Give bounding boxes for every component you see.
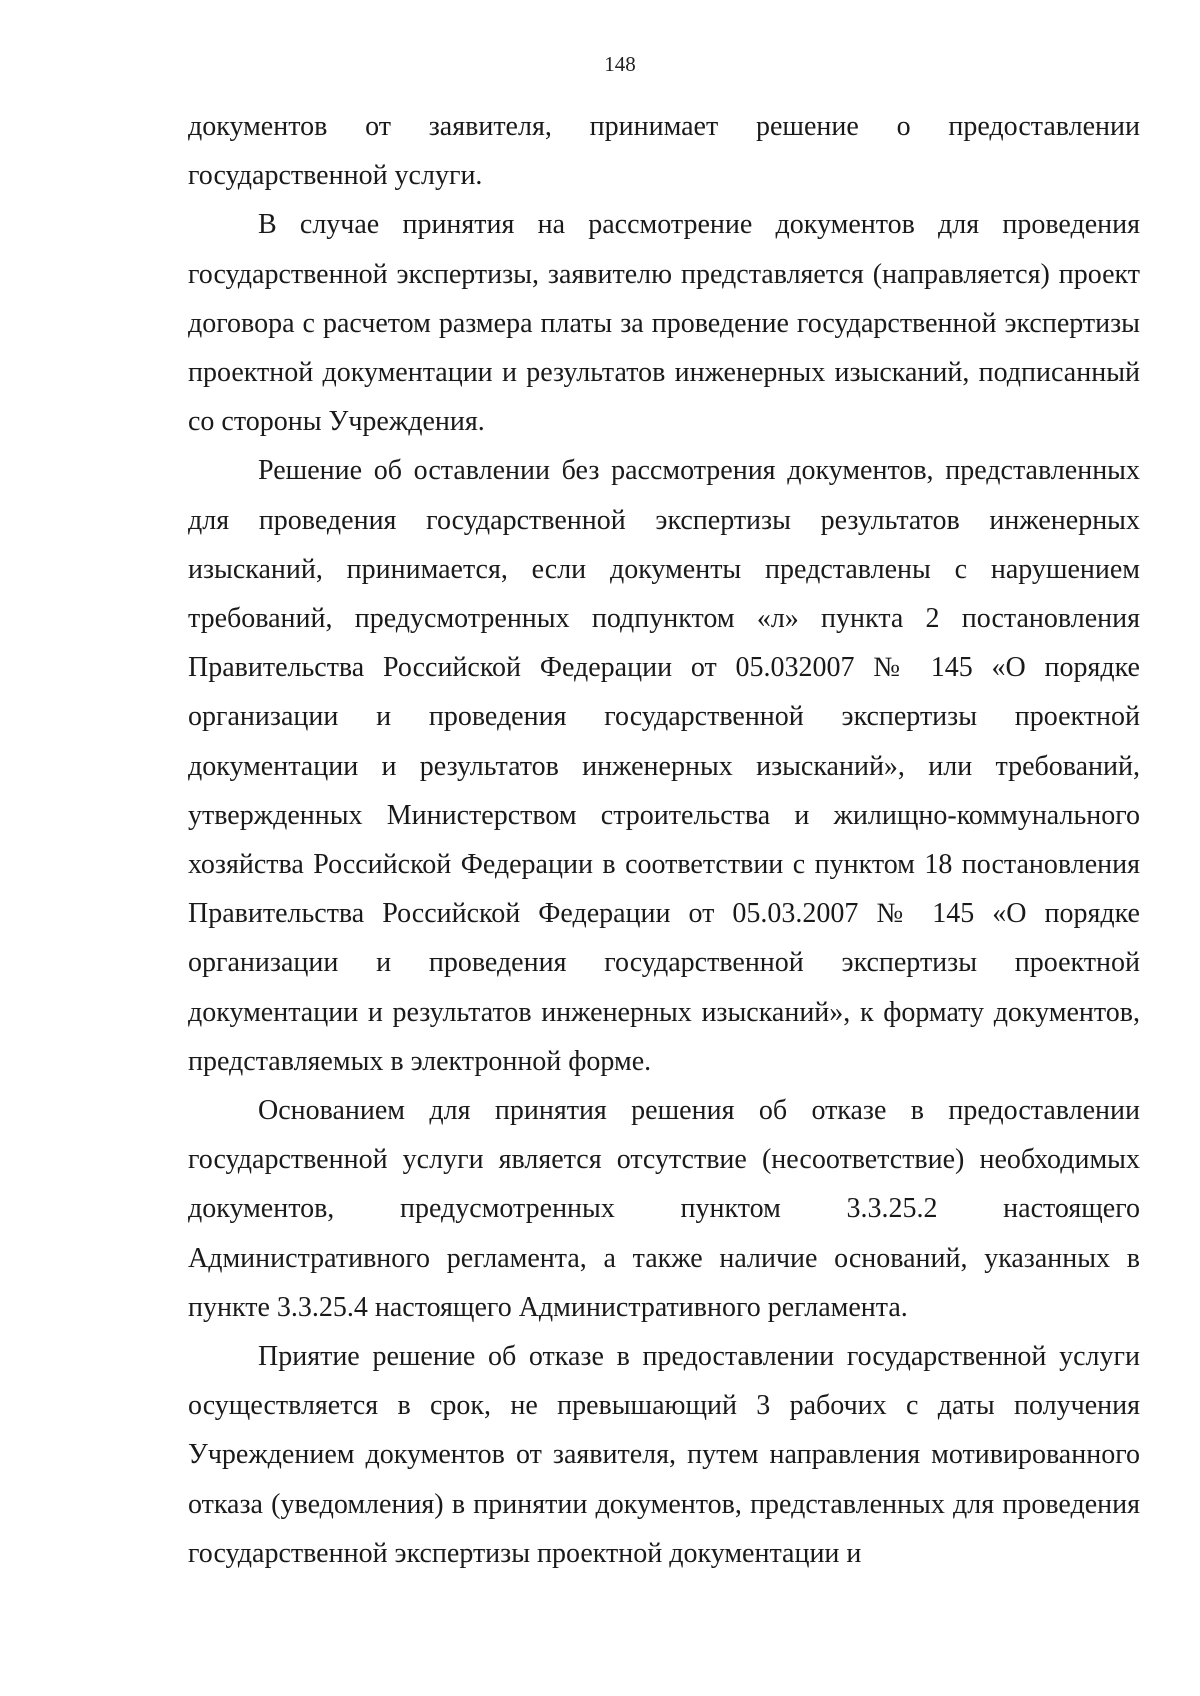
paragraph-refusal-deadline: Приятие решение об отказе в предоставлении государственной услуги осуществляется в срок, не превышающий 3 рабочих с даты получения Учреждением документов от заявителя, путем направления мотивированного отказа (уведомления) в принятии документов, представленных для проведения государственной экспертизы проектной документации и (188, 1341, 1140, 1569)
paragraph-contract-draft: В случае принятия на рассмотрение документов для проведения государственной экспертизы, заявителю представляется (направляется) проект договора с расчетом размера платы за проведение государственной экспертизы проектной документации и результатов инженерных изысканий, подписанный со стороны Учреждения. (188, 209, 1140, 438)
document-body (188, 102, 1140, 1578)
paragraph-continuation: документов от заявителя, принимает решение о предоставлении государственной услуги. (188, 111, 1140, 192)
paragraph-leave-without-review: Решение об оставлении без рассмотрения документов, представленных для проведения государственной экспертизы результатов инженерных изысканий, принимается, если документы представлены с нарушением требований, предусмотренных подпунктом «л» пункта 2 постановления Правительства Российской Федерации от 05.032007 № 145 «О порядке организации и проведения государственной экспертизы проектной документации и результатов инженерных изысканий», или требований, утвержденных Министерством строительства и жилищно-коммунального хозяйства Российской Федерации в соответствии с пунктом 18 постановления Правительства Российской Федерации от 05.03.2007 № 145 «О порядке организации и проведения государственной экспертизы проектной документации и результатов инженерных изысканий», к формату документов, представляемых в электронной форме. (188, 455, 1140, 1077)
page-number: 148 (604, 52, 636, 76)
paragraph-refusal-grounds: Основанием для принятия решения об отказе в предоставлении государственной услуги является отсутствие (несоответствие) необходимых документов, предусмотренных пунктом 3.3.25.2 настоящего Административного регламента, а также наличие оснований, указанных в пункте 3.3.25.4 настоящего Административного регламента. (188, 1095, 1140, 1323)
